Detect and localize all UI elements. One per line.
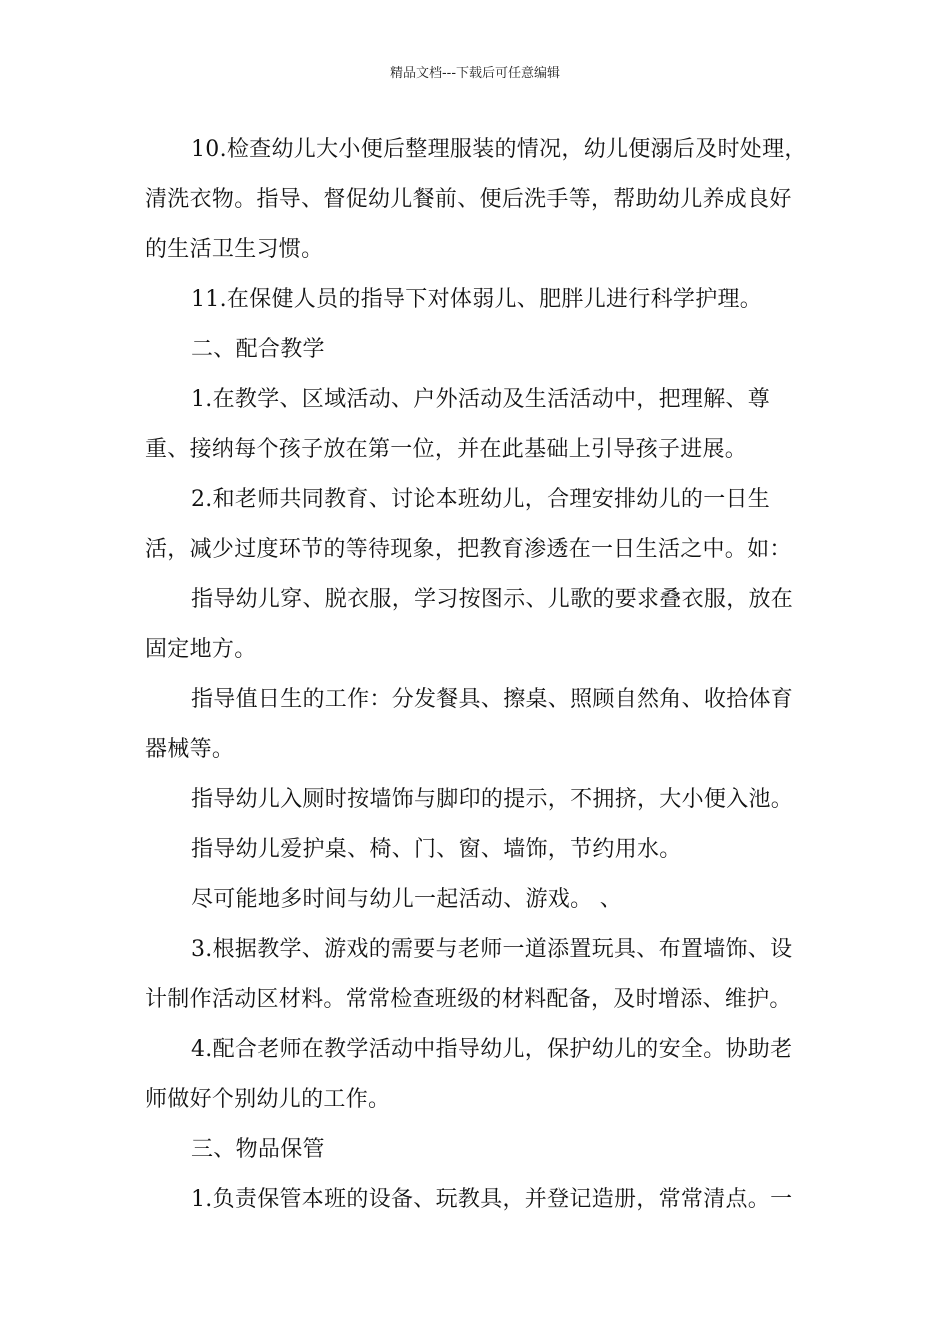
paragraph-activity: 尽可能地多时间与幼儿一起活动、游戏。 、 (191, 887, 622, 912)
section-heading-3: 三、物品保管 (191, 1137, 325, 1162)
paragraph-guide-clothes: 指导幼儿穿、脱衣服，学习按图示、儿歌的要求叠衣服，放在固定地方。 (145, 587, 794, 662)
paragraph-storage-1: 1.负责保管本班的设备、玩教具，并登记造册，常常清点。一 (191, 1187, 793, 1212)
paragraph-teach-4: 4.配合老师在教学活动中指导幼儿，保护幼儿的安全。协助老师做好个别幼儿的工作。 (145, 1037, 793, 1112)
document-body (145, 125, 809, 1225)
paragraph-teach-1: 1.在教学、区域活动、户外活动及生活活动中，把理解、尊重、接纳每个孩子放在第一位，并在此基础上引导孩子进展。 (145, 387, 771, 462)
section-heading-2: 二、配合教学 (191, 337, 325, 362)
paragraph-10: 10.检查幼儿大小便后整理服装的情况，幼儿便溺后及时处理，清洗衣物。指导、督促幼儿餐前、便后洗手等，帮助幼儿养成良好的生活卫生习惯。 (145, 137, 807, 262)
page-header: 精品文档---下载后可任意编辑 (389, 66, 561, 81)
paragraph-teach-3: 3.根据教学、游戏的需要与老师一道添置玩具、布置墙饰、设计制作活动区材料。常常检查班级的材料配备，及时增添、维护。 (145, 937, 793, 1012)
paragraph-guide-care: 指导幼儿爱护桌、椅、门、窗、墙饰，节约用水。 (191, 837, 682, 862)
paragraph-guide-toilet: 指导幼儿入厕时按墙饰与脚印的提示，不拥挤，大小便入池。 (191, 787, 794, 812)
paragraph-guide-duty: 指导值日生的工作：分发餐具、擦桌、照顾自然角、收拾体育器械等。 (145, 687, 794, 762)
paragraph-teach-2: 2.和老师共同教育、讨论本班幼儿，合理安排幼儿的一日生活，减少过度环节的等待现象，把教育渗透在一日生活之中。如： (145, 487, 792, 562)
paragraph-11: 11.在保健人员的指导下对体弱儿、肥胖儿进行科学护理。 (191, 287, 763, 312)
